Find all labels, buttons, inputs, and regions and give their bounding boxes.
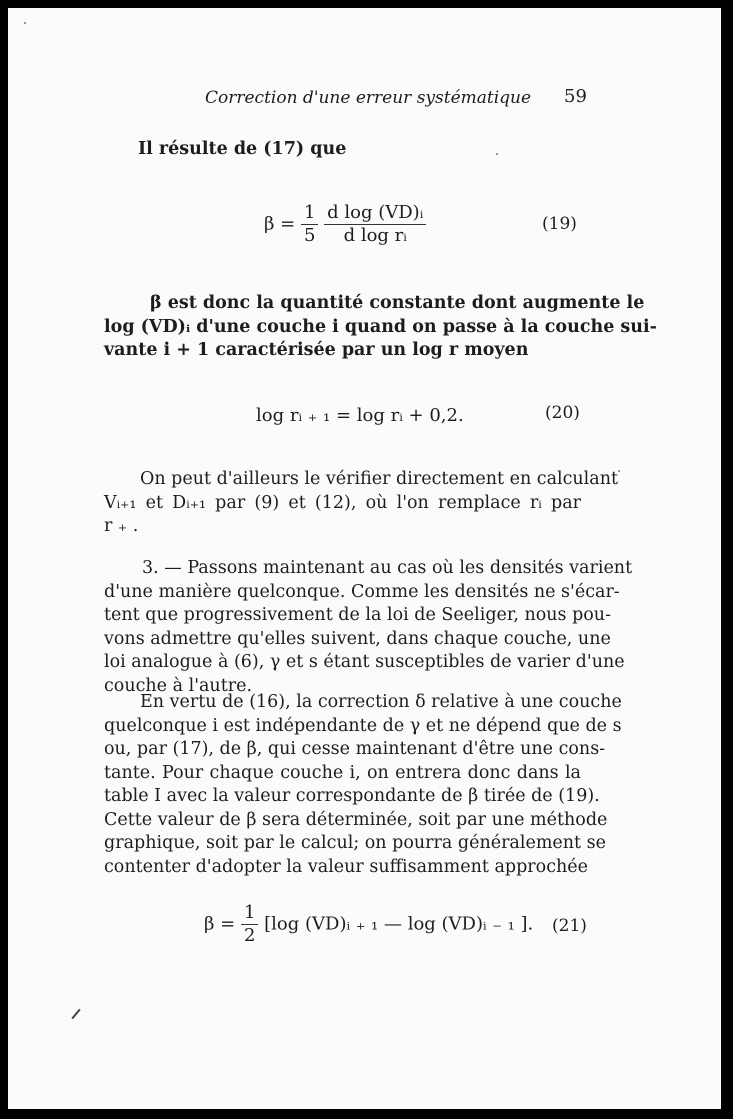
eq21-frac-numerator: 1 [241, 902, 258, 925]
equation-21-number: (21) [552, 916, 587, 936]
text-line: tent que progressivement de la loi de Seeliger, nous pou- [104, 605, 611, 625]
text-line: contenter d'adopter la valeur suffisamment approchée [104, 856, 588, 877]
scan-scratch-mark [71, 1009, 80, 1019]
text-line: vons admettre qu'elles suivent, dans chaque couche, une [104, 628, 611, 649]
text-line: d'une manière quelconque. Comme les densités ne s'écar- [104, 581, 620, 602]
equation-20-number: (20) [545, 403, 580, 423]
text-line: tante. Pour chaque couche i, on entrera donc dans la [104, 762, 581, 783]
text-line: table I avec la valeur correspondante de β tirée de (19). [104, 786, 600, 806]
eq19-fraction-derivative [324, 202, 426, 247]
eq21-lhs: β = [204, 913, 236, 935]
eq19-frac1-denominator: 5 [303, 225, 316, 246]
eq19-frac1-numerator: 1 [301, 202, 318, 225]
paragraph-verification [104, 468, 619, 539]
equation-21 [204, 902, 533, 947]
equation-20: log rᵢ ₊ ₁ = log rᵢ + 0,2. [256, 405, 464, 426]
page-number: 59 [564, 86, 587, 107]
eq19-fraction-one-fifth [301, 202, 318, 247]
text-line: loi analogue à (6), γ et s étant susceptibles de varier d'une [104, 652, 625, 672]
scan-speck [24, 22, 26, 24]
document-page [8, 8, 721, 1109]
text-line: Cette valeur de β sera déterminée, soit par une méthode [104, 809, 608, 830]
text-line: vante i + 1 caractérisée par un log r moyen [104, 340, 529, 360]
eq21-rhs: [log (VD)ᵢ ₊ ₁ — log (VD)ᵢ ₋ ₁ ]. [264, 913, 534, 935]
paragraph-beta-definition [104, 292, 657, 363]
text-line: 3. — Passons maintenant au cas où les densités varient [142, 558, 633, 578]
intro-sentence: Il résulte de (17) que [138, 139, 347, 159]
text-line: graphique, soit par le calcul; on pourra généralement se [104, 833, 606, 853]
text-line: En vertu de (16), la correction δ relative à une couche [140, 692, 622, 712]
text-line: r ₊ . [104, 516, 139, 536]
running-header-title: Correction d'une erreur systématique [205, 88, 532, 108]
text-line: Vᵢ₊₁ et Dᵢ₊₁ par (9) et (12), où l'on remplace rᵢ par [104, 492, 581, 513]
text-line: ou, par (17), de β, qui cesse maintenant d'être une cons- [104, 739, 606, 759]
eq21-fraction-one-half [241, 902, 258, 947]
text-line: β est donc la quantité constante dont augmente le [150, 293, 645, 313]
text-line: couche à l'autre. [104, 675, 253, 696]
eq19-frac2-denominator: d log rᵢ [343, 225, 407, 246]
text-line: log (VD)ᵢ d'une couche i quand on passe à la couche sui- [104, 316, 657, 337]
paragraph-correction [104, 691, 622, 879]
text-line: On peut d'ailleurs le vérifier directement en calculant [140, 469, 619, 489]
eq19-lhs: β = [264, 213, 296, 235]
text-line: quelconque i est indépendante de γ et ne dépend que de s [104, 715, 622, 736]
equation-19-number: (19) [542, 214, 577, 234]
eq19-frac2-numerator: d log (VD)ᵢ [324, 202, 426, 225]
equation-19 [264, 202, 426, 247]
paragraph-section-3 [104, 557, 633, 698]
eq21-frac-denominator: 2 [243, 925, 256, 946]
scan-speck [496, 153, 498, 155]
scan-speck [618, 470, 620, 472]
